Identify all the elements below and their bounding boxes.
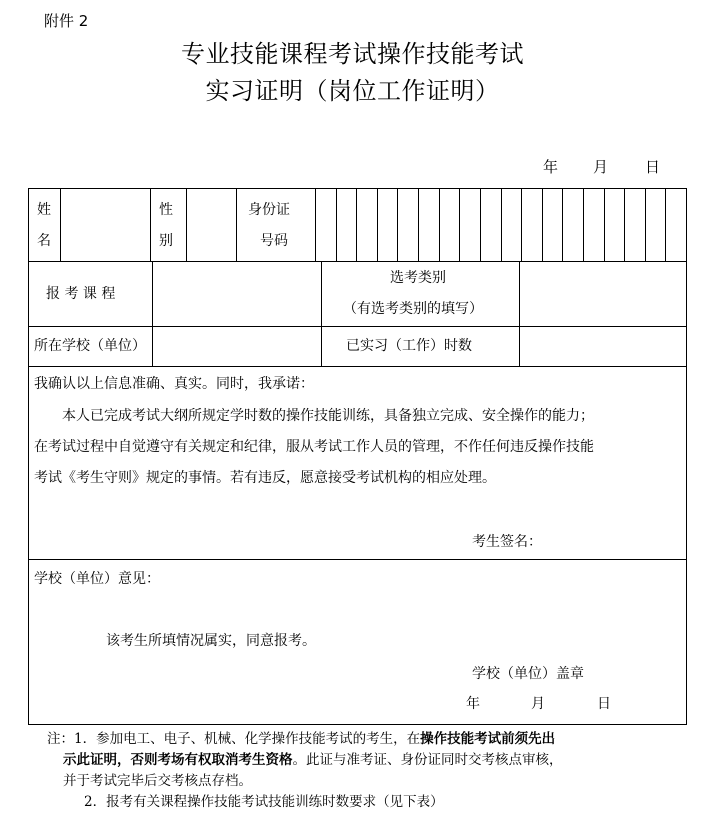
row1-divider — [150, 188, 151, 261]
table-border-top — [28, 188, 687, 189]
note-1-line1 — [47, 733, 555, 747]
note-2: 2．报考有关课程操作技能考试技能训练时数要求（见下表） — [84, 794, 444, 810]
category-label: 选考类别 — [390, 270, 446, 286]
id-box-divider — [665, 188, 666, 261]
note-1-line3: 并于考试完毕后交考核点存档。 — [63, 773, 252, 789]
attachment-label: 附件 2 — [44, 12, 89, 30]
id-box-divider — [459, 188, 460, 261]
row1-divider — [236, 188, 237, 261]
page-title-line2: 实习证明（岗位工作证明） — [205, 77, 500, 105]
id-box-divider — [418, 188, 419, 261]
course-label: 报 考 课 程 — [46, 286, 116, 302]
id-box-divider — [480, 188, 481, 261]
table-border-bottom — [28, 724, 687, 725]
opinion-date-month: 月 — [531, 696, 545, 712]
school-seal-label: 学校（单位）盖章 — [472, 666, 584, 682]
pledge-line2: 本人已完成考试大纲所规定学时数的操作技能训练，具备独立完成、安全操作的能力； — [62, 408, 594, 424]
name-label-b: 名 — [37, 233, 51, 249]
category-note: （有选考类别的填写） — [343, 301, 483, 317]
pledge-line1: 我确认以上信息准确、真实。同时，我承诺： — [34, 376, 314, 392]
name-label-a: 姓 — [37, 202, 51, 218]
id-box-divider — [521, 188, 522, 261]
row2-divider — [519, 261, 520, 366]
id-box-divider — [562, 188, 563, 261]
id-box-divider — [397, 188, 398, 261]
gender-label-a: 性 — [159, 202, 173, 218]
note-1-prefix: 注：1．参加电工、电子、机械、化学操作技能考试的考生，在 — [47, 731, 421, 747]
id-box-divider — [645, 188, 646, 261]
id-box-divider — [604, 188, 605, 261]
opinion-date-day: 日 — [597, 696, 611, 712]
table-rule-2 — [28, 326, 687, 327]
id-box-divider — [624, 188, 625, 261]
note-1-bold2: 示此证明，否则考场有权取消考生资格 — [63, 752, 293, 768]
table-border-right — [686, 188, 687, 725]
top-date-month: 月 — [593, 158, 609, 176]
id-box-divider — [439, 188, 440, 261]
id-box-divider — [542, 188, 543, 261]
row1-divider — [60, 188, 61, 261]
table-rule-1 — [28, 261, 687, 262]
table-rule-4 — [28, 559, 687, 560]
opinion-label: 学校（单位）意见： — [34, 571, 160, 587]
pledge-line3: 在考试过程中自觉遵守有关规定和纪律，服从考试工作人员的管理，不作任何违反操作技能 — [34, 439, 594, 455]
id-box-divider — [315, 188, 316, 261]
pledge-line4: 考试《考生守则》规定的事情。若有违反，愿意接受考试机构的相应处理。 — [34, 470, 496, 486]
id-label-b: 号码 — [260, 233, 288, 249]
id-box-divider — [583, 188, 584, 261]
table-rule-3 — [28, 366, 687, 367]
hours-label: 已实习（工作）时数 — [346, 338, 472, 354]
table-border-left — [28, 188, 29, 725]
candidate-signature-label: 考生签名： — [472, 534, 542, 550]
page-title-line1: 专业技能课程考试操作技能考试 — [181, 40, 524, 68]
form-table — [28, 188, 687, 725]
row2-divider — [321, 261, 322, 366]
opinion-text: 该考生所填情况属实，同意报考。 — [106, 633, 316, 649]
id-box-divider — [377, 188, 378, 261]
id-box-divider — [336, 188, 337, 261]
id-box-divider — [356, 188, 357, 261]
id-label-a: 身份证 — [248, 202, 290, 218]
note-1-bold: 操作技能考试前须先出 — [420, 731, 556, 747]
top-date-day: 日 — [645, 158, 661, 176]
opinion-date-year: 年 — [466, 696, 480, 712]
school-label: 所在学校（单位） — [34, 338, 146, 354]
row1-divider — [186, 188, 187, 261]
row2-divider — [152, 261, 153, 366]
id-box-divider — [501, 188, 502, 261]
gender-label-b: 别 — [159, 233, 173, 249]
note-1-rest: 。此证与准考证、身份证同时交考核点审核， — [292, 752, 563, 768]
top-date-year: 年 — [543, 158, 559, 176]
note-1-line2 — [63, 754, 563, 768]
